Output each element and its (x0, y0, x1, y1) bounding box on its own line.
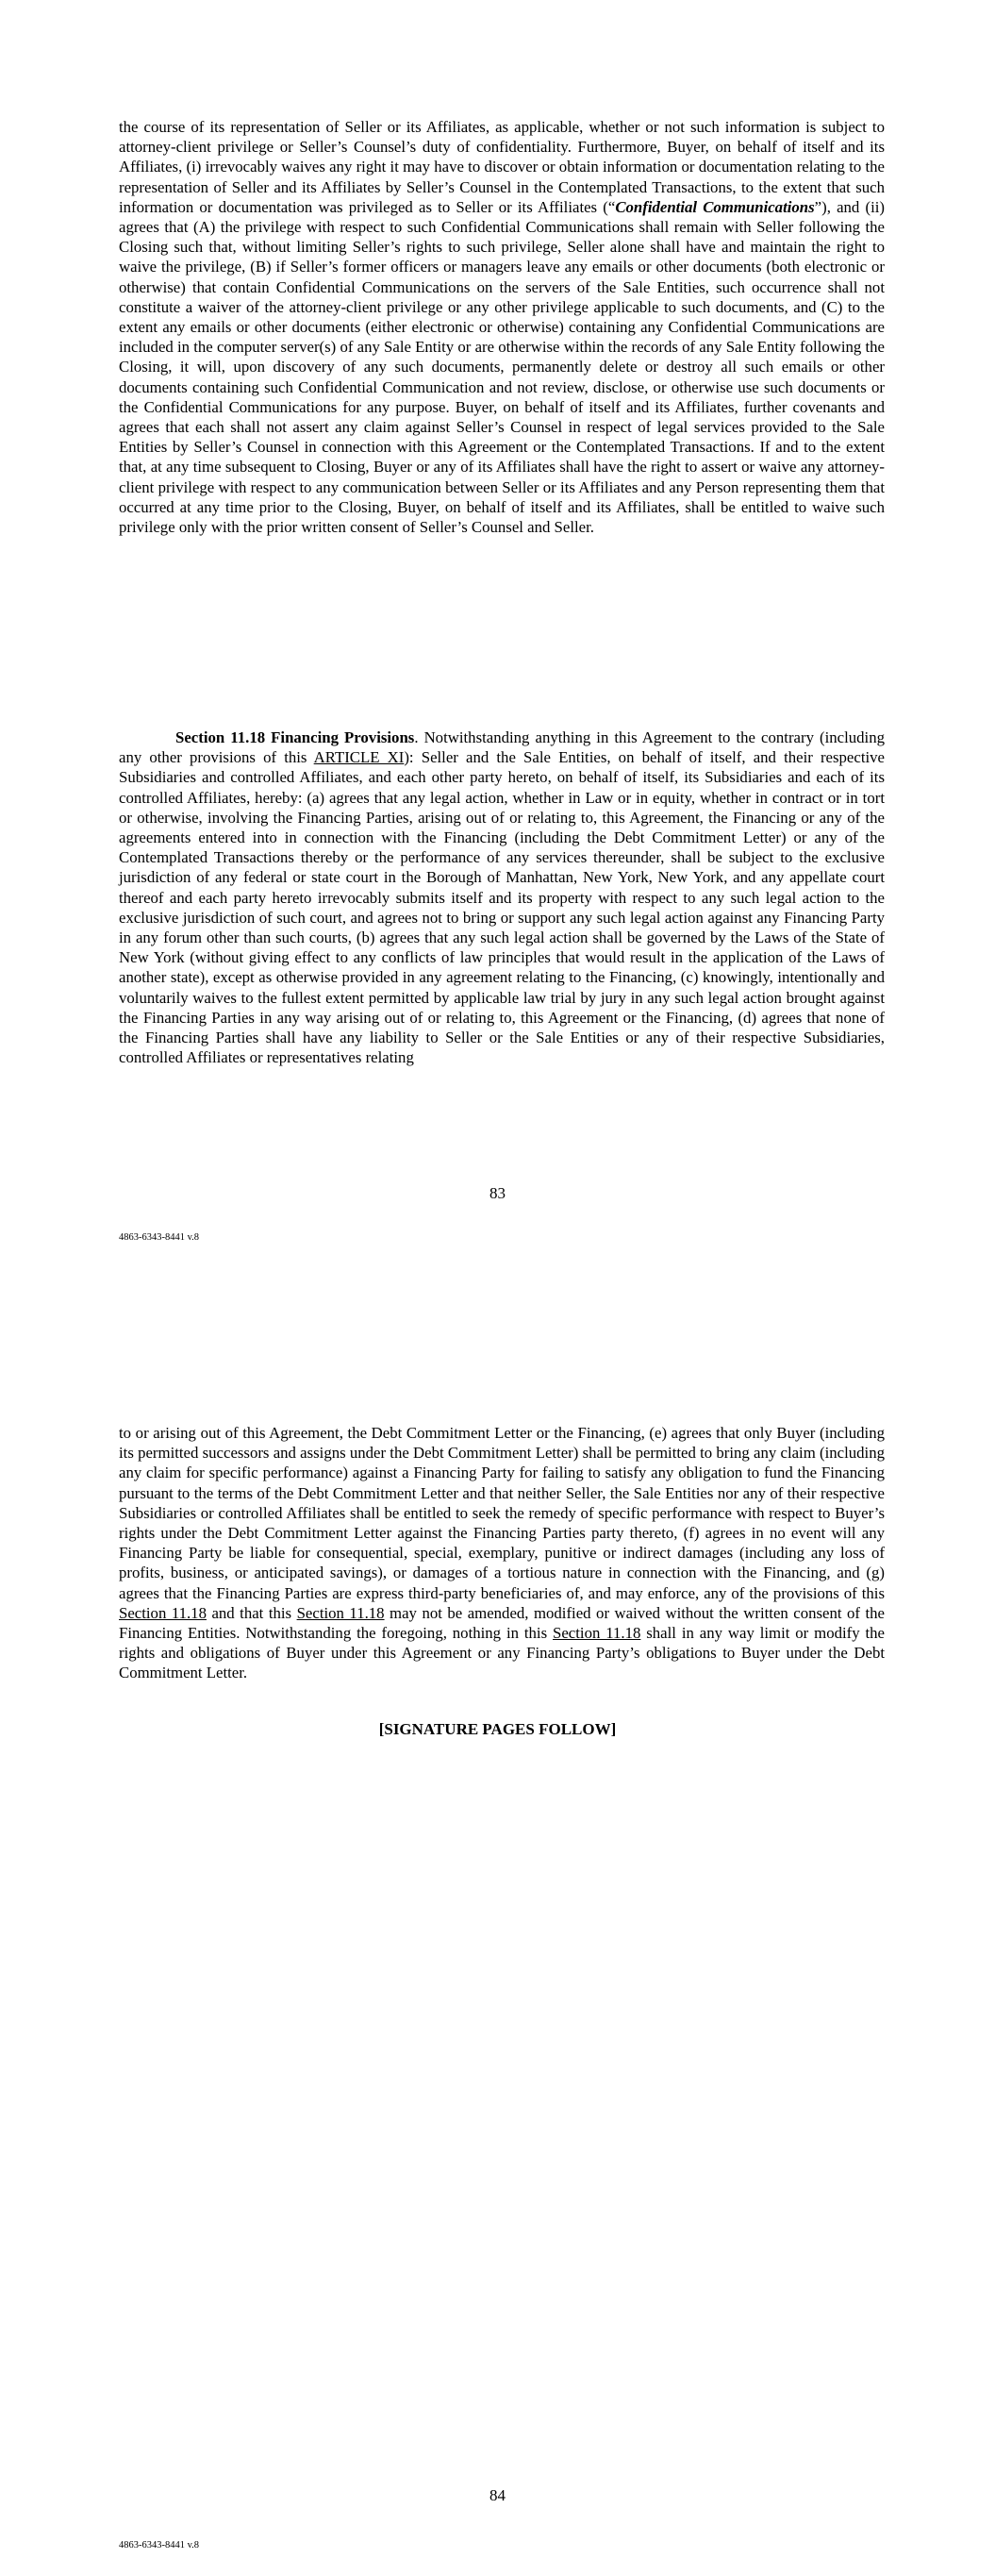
article-reference: ARTICLE XI (313, 748, 405, 767)
para-text: and that this (206, 1603, 297, 1622)
financing-provisions-paragraph (119, 728, 885, 1067)
para-text: ”), and (ii) agrees that (A) the privilege with respect to such Confidential Communications shall remain with Seller following the Closing such that, without limiting Seller’s rights to such privilege, Seller alone shall have and maintain the right to waive the privilege, (B) if Seller’s former officers or managers leave any emails or other documents (both electronic or otherwise) that contain Confidential Communications on the servers of the Sale Entities, such occurrence shall not constitute a waiver of the attorney-client privilege or any other privilege applicable to such documents, and (C) to the extent any emails or other documents (either electronic or otherwise) containing any Confidential Communications are included in the computer server(s) of any Sale Entity or are otherwise within the records of any Sale Entity following the Closing, it will, upon discovery of any such documents, permanently delete or destroy all such emails or other documents containing such Confidential Communication and not review, disclose, or otherwise use such documents or the Confidential Communications for any purpose. Buyer, on behalf of itself and its Affiliates, further covenants and agrees that each shall not assert any claim against Seller’s Counsel in respect of legal services provided to the Sale Entities by Seller’s Counsel in connection with this Agreement or the Contemplated Transactions. If and to the extent that, at any time subsequent to Closing, Buyer or any of its Affiliates shall have the right to assert or waive any attorney-client privilege with respect to any communication between Seller or its Affiliates and any Person representing them that occurred at any time prior to the Closing, Buyer, on behalf of itself and its Affiliates, shall be entitled to waive such privilege only with the prior written consent of Seller’s Counsel and Seller. (119, 197, 885, 537)
para-text: may not be amended, modified or waived without the written consent of the Financing Entities. Notwithstanding the foregoing, nothing in this (119, 1603, 886, 1643)
financing-provisions-continuation (119, 1423, 885, 1683)
section-reference: Section 11.18 (119, 1603, 207, 1622)
para-text: . Notwithstanding anything in this Agreement to the contrary (including any other provisions of this (119, 728, 885, 767)
section-reference: Section 11.18 (296, 1603, 385, 1622)
para-text: shall in any way limit or modify the rights and obligations of Buyer under this Agreement or any Financing Party’s obligations to Buyer under the Debt Commitment Letter. (119, 1624, 886, 1682)
section-heading: Section 11.18 Financing Provisions (175, 728, 415, 746)
document-id: 4863-6343-8441 v.8 (119, 2540, 200, 2551)
page-83 (0, 0, 995, 1283)
defined-term: Confidential Communications (615, 197, 815, 216)
confidential-communications-paragraph (119, 117, 885, 537)
section-reference: Section 11.18 (553, 1624, 641, 1643)
page-number: 83 (489, 1184, 506, 1202)
page-number: 84 (489, 2486, 506, 2504)
para-text: to or arising out of this Agreement, the Debt Commitment Letter or the Financing, (e) agrees that only Buyer (including its permitted successors and assigns under the Debt Commitment Letter) shall be permitted to bring any claim (including any claim for specific performance) against a Financing Party for failing to satisfy any obligation to fund the Financing pursuant to the terms of the Debt Commitment Letter and that neither Seller, the Sale Entities nor any of their respective Subsidiaries or controlled Affiliates shall be entitled to seek the remedy of specific performance with respect to Buyer’s rights under the Debt Commitment Letter against the Financing Parties party thereto, (f) agrees in no event will any Financing Party be liable for consequential, special, exemplary, punitive or indirect damages (including any loss of profits, business, or anticipated savings), or damages of a tortious nature in connection with the Financing, and (g) agrees that the Financing Parties are express third-party beneficiaries of, and may enforce, any of the provisions of this (119, 1424, 885, 1602)
page-84 (0, 1283, 995, 2576)
document-id: 4863-6343-8441 v.8 (119, 1232, 200, 1243)
para-text: the course of its representation of Seller or its Affiliates, as applicable, whether or not such information is subject to attorney-client privilege or Seller’s Counsel’s duty of confidentiality. Furthermore, Buyer, on behalf of itself and its Affiliates, (i) irrevocably waives any right it may have to discover or obtain information or documentation relating to the representation of Seller and its Affiliates by Seller’s Counsel in the Contemplated Transactions, to the extent that such information or documentation was privileged as to Seller or its Affiliates (“ (119, 118, 885, 216)
signature-pages-notice: [SIGNATURE PAGES FOLLOW] (378, 1720, 617, 1738)
para-text: ): Seller and the Sale Entities, on behalf of itself, and their respective Subsidiaries and controlled Affiliates, and each other party hereto, on behalf of itself, its Subsidiaries and each of its controlled Affiliates, hereby: (a) agrees that any legal action, whether in Law or in equity, whether in contract or in tort or otherwise, involving the Financing Parties, arising out of or relating to, this Agreement, the Financing or any of the agreements entered into in connection with the Financing (including the Debt Commitment Letter) or any of the Contemplated Transactions thereby or the performance of any services thereunder, shall be subject to the exclusive jurisdiction of any federal or state court in the Borough of Manhattan, New York, New York, and any appellate court thereof and each party hereto irrevocably submits itself and its property with respect to any such legal action to the exclusive jurisdiction of such court, and agrees not to bring or support any such legal action against any Financing Party in any forum other than such courts, (b) agrees that any such legal action shall be governed by the Laws of the State of New York (without giving effect to any conflicts of law principles that would result in the application of the Laws of another state), except as otherwise provided in any agreement relating to the Financing, (c) knowingly, intentionally and voluntarily waives to the fullest extent permitted by applicable law trial by jury in any such legal action brought against the Financing Parties in any way arising out of or relating to, this Agreement or the Financing, (d) agrees that none of the Financing Parties shall have any liability to Seller or the Sale Entities or any of their respective Subsidiaries, controlled Affiliates or representatives relating (119, 748, 885, 1067)
